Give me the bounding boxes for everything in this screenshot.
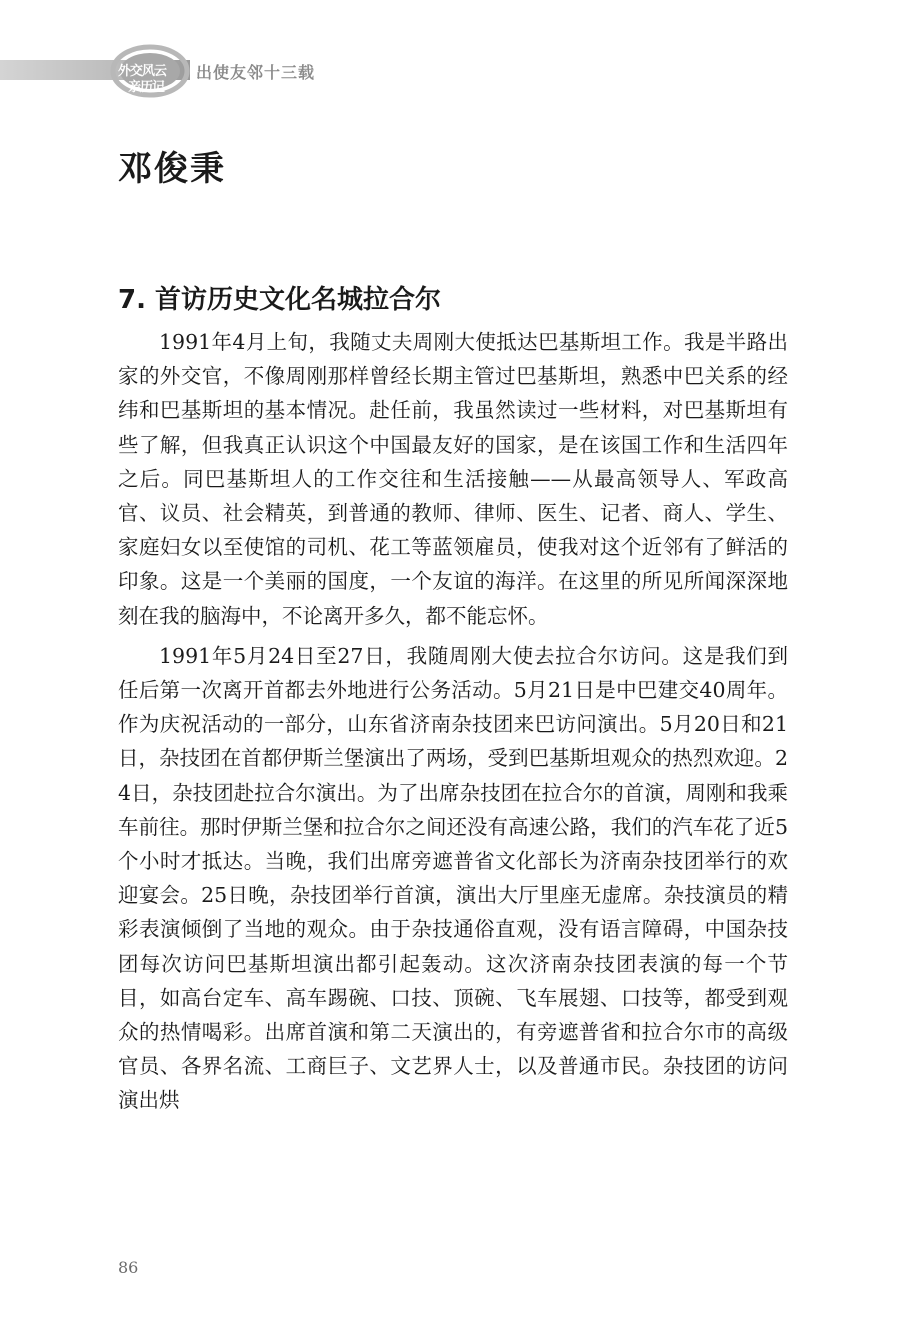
author-name: 邓俊秉: [118, 149, 226, 189]
body-text: [118, 325, 788, 1124]
page-number: 86: [118, 1258, 139, 1277]
series-name-line1: 外交风云: [118, 64, 167, 79]
book-title: 出使友邻十三载: [196, 63, 316, 82]
series-name-line2: 亲历记: [128, 80, 165, 95]
paragraph: 1991年5月24日至27日，我随周刚大使去拉合尔访问。这是我们到任后第一次离开首都去外地进行公务活动。5月21日是中巴建交40周年。作为庆祝活动的一部分，山东省济南杂技团来巴访问演出。5月20日和21日，杂技团在首都伊斯兰堡演出了两场，受到巴基斯坦观众的热烈欢迎。24日，杂技团赴拉合尔演出。为了出席杂技团在拉合尔的首演，周刚和我乘车前往。那时伊斯兰堡和拉合尔之间还没有高速公路，我们的汽车花了近5个小时才抵达。当晚，我们出席旁遮普省文化部长为济南杂技团举行的欢迎宴会。25日晚，杂技团举行首演，演出大厅里座无虚席。杂技演员的精彩表演倾倒了当地的观众。由于杂技通俗直观，没有语言障碍，中国杂技团每次访问巴基斯坦演出都引起轰动。这次济南杂技团表演的每一个节目，如高台定车、高车踢碗、口技、顶碗、飞车展翅、口技等，都受到观众的热情喝彩。出席首演和第二天演出的，有旁遮普省和拉合尔市的高级官员、各界名流、工商巨子、文艺界人士，以及普通市民。杂技团的访问演出烘: [118, 643, 788, 1113]
paragraph: 1991年4月上旬，我随丈夫周刚大使抵达巴基斯坦工作。我是半路出家的外交官，不像周刚那样曾经长期主管过巴基斯坦，熟悉中巴关系的经纬和巴基斯坦的基本情况。赴任前，我虽然读过一些材料，对巴基斯坦有些了解，但我真正认识这个中国最友好的国家，是在该国工作和生活四年之后。同巴基斯坦人的工作交往和生活接触——从最高领导人、军政高官、议员、社会精英，到普通的教师、律师、医生、记者、商人、学生、家庭妇女以至使馆的司机、花工等蓝领雇员，使我对这个近邻有了鲜活的印象。这是一个美丽的国度，一个友谊的海洋。在这里的所见所闻深深地刻在我的脑海中，不论离开多久，都不能忘怀。: [118, 330, 788, 628]
section-title: 7. 首访历史文化名城拉合尔: [118, 285, 442, 315]
